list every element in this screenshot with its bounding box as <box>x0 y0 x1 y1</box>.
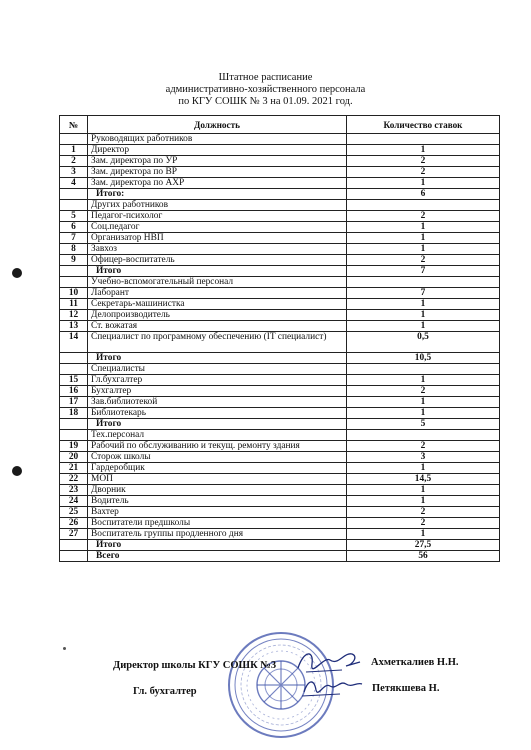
director-role: Директор школы КГУ СОШК №3 <box>113 660 277 671</box>
row-number: 19 <box>60 441 88 452</box>
position-name: Зам. директора по АХР <box>88 178 347 189</box>
row-number <box>60 419 88 430</box>
rate-count: 1 <box>347 145 500 156</box>
row-number: 18 <box>60 408 88 419</box>
rate-count: 1 <box>347 321 500 332</box>
total-label: Итого <box>88 419 347 430</box>
rate-count: 0,5 <box>347 332 500 353</box>
rate-count: 7 <box>347 266 500 277</box>
row-number: 10 <box>60 288 88 299</box>
rate-count: 1 <box>347 244 500 255</box>
punch-hole-top <box>12 268 22 278</box>
table-row <box>60 518 500 529</box>
rate-count: 14,5 <box>347 474 500 485</box>
table-total-row <box>60 189 500 200</box>
row-number <box>60 266 88 277</box>
row-number: 6 <box>60 222 88 233</box>
document-subtitle: административно-хозяйственного персонала <box>165 84 366 95</box>
row-number <box>60 364 88 375</box>
table-section-row <box>60 430 500 441</box>
table-total-row <box>60 540 500 551</box>
table-total-row <box>60 419 500 430</box>
rate-count: 2 <box>347 255 500 266</box>
rate-count: 7 <box>347 288 500 299</box>
rate-count: 3 <box>347 452 500 463</box>
row-number: 26 <box>60 518 88 529</box>
table-body <box>60 134 500 562</box>
table-row <box>60 321 500 332</box>
row-number: 23 <box>60 485 88 496</box>
rate-count: 5 <box>347 419 500 430</box>
table-row <box>60 474 500 485</box>
row-number: 25 <box>60 507 88 518</box>
section-title: Руководящих работников <box>88 134 347 145</box>
position-name: МОП <box>88 474 347 485</box>
row-number <box>60 134 88 145</box>
section-title: Других работников <box>88 200 347 211</box>
rate-count: 1 <box>347 397 500 408</box>
position-name: Дворник <box>88 485 347 496</box>
rate-count: 1 <box>347 222 500 233</box>
row-number: 17 <box>60 397 88 408</box>
table-total-row <box>60 551 500 562</box>
table-section-row <box>60 364 500 375</box>
row-number: 27 <box>60 529 88 540</box>
row-number: 14 <box>60 332 88 353</box>
row-number <box>60 430 88 441</box>
table-row <box>60 233 500 244</box>
table-row <box>60 397 500 408</box>
table-row <box>60 299 500 310</box>
position-name: Секретарь-машинистка <box>88 299 347 310</box>
row-number <box>60 200 88 211</box>
column-header-number: № <box>60 116 88 134</box>
position-name: Воспитатели предшколы <box>88 518 347 529</box>
row-number: 2 <box>60 156 88 167</box>
rate-count: 1 <box>347 485 500 496</box>
position-name: Соц.педагог <box>88 222 347 233</box>
position-name: Водитель <box>88 496 347 507</box>
total-label: Итого: <box>88 189 347 200</box>
row-number: 1 <box>60 145 88 156</box>
rate-count: 1 <box>347 463 500 474</box>
table-row <box>60 244 500 255</box>
rate-count: 1 <box>347 408 500 419</box>
position-name: Гл.бухгалтер <box>88 375 347 386</box>
row-number <box>60 353 88 364</box>
row-number: 21 <box>60 463 88 474</box>
rate-count <box>347 430 500 441</box>
table-row <box>60 288 500 299</box>
rate-count: 2 <box>347 211 500 222</box>
position-name: Ст. вожатая <box>88 321 347 332</box>
rate-count: 27,5 <box>347 540 500 551</box>
position-name: Специалист по програмному обеспечению (IT специалист) <box>88 332 347 353</box>
row-number: 11 <box>60 299 88 310</box>
rate-count <box>347 277 500 288</box>
row-number: 24 <box>60 496 88 507</box>
rate-count: 1 <box>347 529 500 540</box>
table-row <box>60 145 500 156</box>
position-name: Педагог-психолог <box>88 211 347 222</box>
position-name: Вахтер <box>88 507 347 518</box>
rate-count <box>347 200 500 211</box>
accountant-signature <box>300 674 366 702</box>
table-row <box>60 156 500 167</box>
row-number: 13 <box>60 321 88 332</box>
rate-count: 2 <box>347 507 500 518</box>
row-number: 22 <box>60 474 88 485</box>
position-name: Делопроизводитель <box>88 310 347 321</box>
row-number: 15 <box>60 375 88 386</box>
column-header-quantity: Количество ставок <box>347 116 500 134</box>
accountant-name: Петякшева Н. <box>372 683 440 694</box>
table-total-row <box>60 353 500 364</box>
row-number: 7 <box>60 233 88 244</box>
row-number: 16 <box>60 386 88 397</box>
position-name: Лаборант <box>88 288 347 299</box>
rate-count: 2 <box>347 167 500 178</box>
table-row <box>60 441 500 452</box>
total-label: Итого <box>88 540 347 551</box>
position-name: Сторож школы <box>88 452 347 463</box>
position-name: Офицер-воспитатель <box>88 255 347 266</box>
table-section-row <box>60 200 500 211</box>
rate-count: 1 <box>347 233 500 244</box>
total-label: Всего <box>88 551 347 562</box>
position-name: Библиотекарь <box>88 408 347 419</box>
table-row <box>60 375 500 386</box>
position-name: Бухгалтер <box>88 386 347 397</box>
punch-hole-bottom <box>12 466 22 476</box>
position-name: Директор <box>88 145 347 156</box>
table-header-row <box>60 116 500 134</box>
rate-count: 6 <box>347 189 500 200</box>
row-number: 8 <box>60 244 88 255</box>
row-number: 20 <box>60 452 88 463</box>
table-row <box>60 529 500 540</box>
row-number: 3 <box>60 167 88 178</box>
director-name: Ахметкалиев Н.Н. <box>371 657 459 668</box>
total-label: Итого <box>88 266 347 277</box>
row-number: 5 <box>60 211 88 222</box>
position-name: Зам. директора по УР <box>88 156 347 167</box>
table-row <box>60 386 500 397</box>
table-row <box>60 463 500 474</box>
rate-count <box>347 364 500 375</box>
table-row <box>60 485 500 496</box>
table-row <box>60 408 500 419</box>
table-section-row <box>60 277 500 288</box>
position-name: Гардеробщик <box>88 463 347 474</box>
row-number: 4 <box>60 178 88 189</box>
total-label: Итого <box>88 353 347 364</box>
rate-count: 2 <box>347 518 500 529</box>
stray-mark <box>63 647 66 650</box>
table-row <box>60 496 500 507</box>
position-name: Рабочий по обслуживанию и текущ. ремонту здания <box>88 441 347 452</box>
rate-count <box>347 134 500 145</box>
rate-count: 10,5 <box>347 353 500 364</box>
row-number <box>60 540 88 551</box>
rate-count: 2 <box>347 156 500 167</box>
rate-count: 2 <box>347 386 500 397</box>
section-title: Тех.персонал <box>88 430 347 441</box>
position-name: Завхоз <box>88 244 347 255</box>
row-number <box>60 189 88 200</box>
row-number: 12 <box>60 310 88 321</box>
rate-count: 1 <box>347 310 500 321</box>
rate-count: 2 <box>347 441 500 452</box>
row-number <box>60 277 88 288</box>
table-section-row <box>60 134 500 145</box>
table-row <box>60 255 500 266</box>
rate-count: 1 <box>347 299 500 310</box>
document-title: Штатное расписание <box>218 72 313 83</box>
table-row <box>60 178 500 189</box>
table-row <box>60 507 500 518</box>
table-row <box>60 452 500 463</box>
column-header-position: Должность <box>88 116 347 134</box>
staff-schedule-table <box>59 115 500 562</box>
table-row <box>60 332 500 353</box>
row-number <box>60 551 88 562</box>
rate-count: 1 <box>347 178 500 189</box>
table-row <box>60 211 500 222</box>
rate-count: 1 <box>347 496 500 507</box>
rate-count: 1 <box>347 375 500 386</box>
table-row <box>60 310 500 321</box>
position-name: Зам. директора по ВР <box>88 167 347 178</box>
accountant-role: Гл. бухгалтер <box>133 686 197 697</box>
position-name: Воспитатель группы продленного дня <box>88 529 347 540</box>
section-title: Учебно-вспомогательный персонал <box>88 277 347 288</box>
section-title: Специалисты <box>88 364 347 375</box>
position-name: Организатор НВП <box>88 233 347 244</box>
table-row <box>60 222 500 233</box>
table-row <box>60 167 500 178</box>
table-total-row <box>60 266 500 277</box>
row-number: 9 <box>60 255 88 266</box>
document-org-date: по КГУ СОШК № 3 на 01.09. 2021 год. <box>178 96 353 107</box>
rate-count: 56 <box>347 551 500 562</box>
position-name: Зав.библиотекой <box>88 397 347 408</box>
director-signature <box>294 646 364 676</box>
